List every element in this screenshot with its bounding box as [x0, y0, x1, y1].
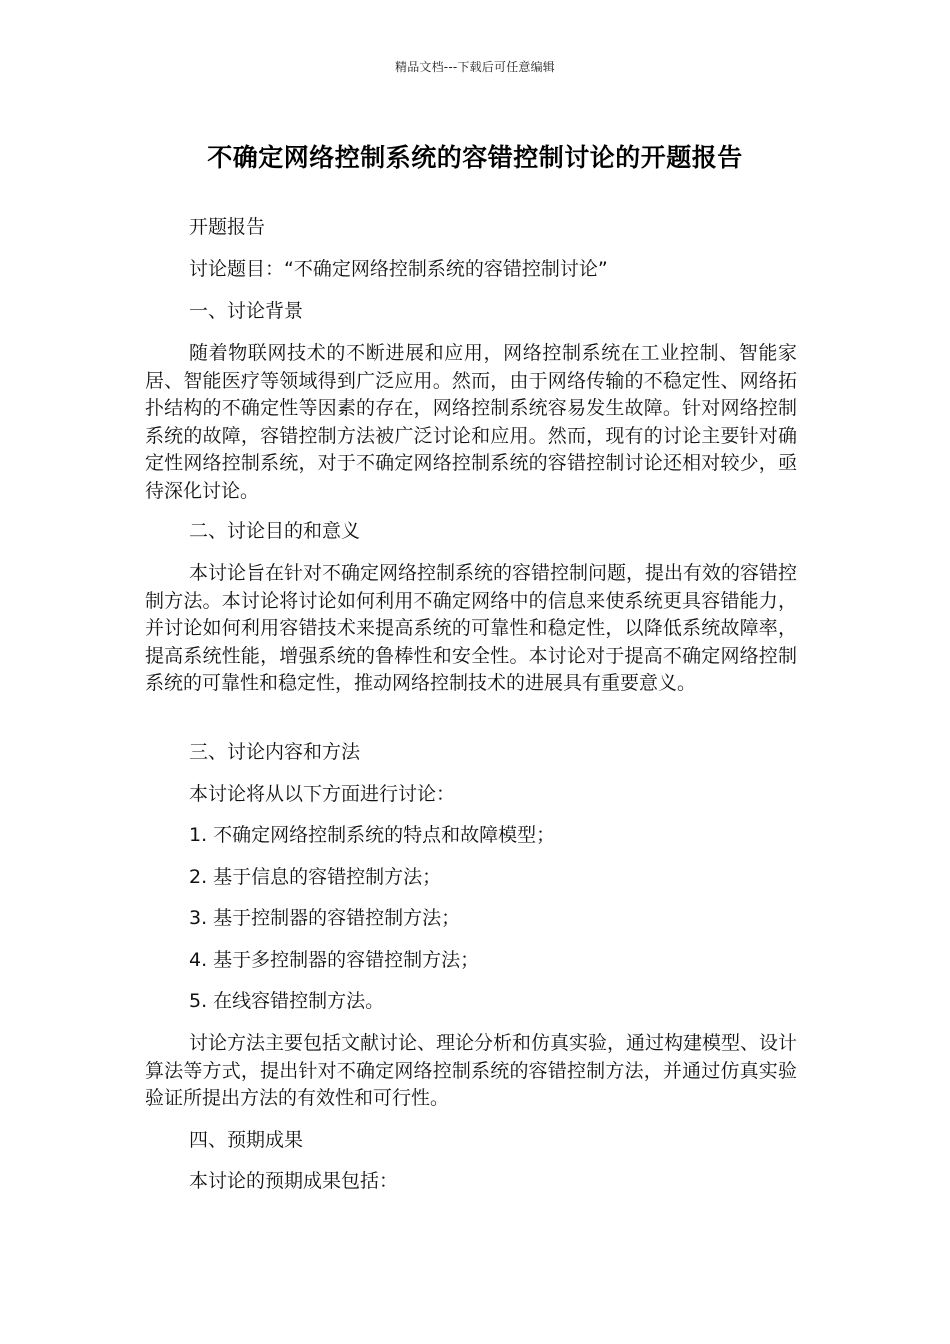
report-label: 开题报告 — [189, 216, 266, 238]
section-1-paragraph: 随着物联网技术的不断进展和应用，网络控制系统在工业控制、智能家居、智能医疗等领域得到广泛应用。然而，由于网络传输的不稳定性、网络拓扑结构的不确定性等因素的存在，网络控制系统容易发生故障。针对网络控制系统的故障，容错控制方法被广泛讨论和应用。然而，现有的讨论主要针对确定性网络控制系统，对于不确定网络控制系统的容错控制讨论还相对较少，亟待深化讨论。 — [145, 342, 797, 502]
list-item: 4. 基于多控制器的容错控制方法； — [189, 949, 480, 971]
section-4-heading: 四、预期成果 — [189, 1129, 304, 1151]
section-1-heading: 一、讨论背景 — [189, 300, 304, 322]
section-4-intro: 本讨论的预期成果包括： — [189, 1170, 399, 1192]
list-item: 1. 不确定网络控制系统的特点和故障模型； — [189, 824, 556, 846]
topic-line: 讨论题目：“不确定网络控制系统的容错控制讨论” — [189, 258, 608, 280]
section-2-heading: 二、讨论目的和意义 — [189, 520, 361, 542]
list-item: 2. 基于信息的容错控制方法； — [189, 866, 442, 888]
list-item: 5. 在线容错控制方法。 — [189, 990, 385, 1012]
section-3-heading: 三、讨论内容和方法 — [189, 741, 361, 763]
section-3-intro: 本讨论将从以下方面进行讨论： — [189, 783, 456, 805]
section-2-paragraph: 本讨论旨在针对不确定网络控制系统的容错控制问题，提出有效的容错控制方法。本讨论将讨论如何利用不确定网络中的信息来使系统更具容错能力，并讨论如何利用容错技术来提高系统的可靠性和稳定性，以降低系统故障率，提高系统性能，增强系统的鲁棒性和安全性。本讨论对于提高不确定网络控制系统的可靠性和稳定性，推动网络控制技术的进展具有重要意义。 — [145, 562, 798, 694]
document-title: 不确定网络控制系统的容错控制讨论的开题报告 — [207, 143, 743, 172]
section-3-method-paragraph: 讨论方法主要包括文献讨论、理论分析和仿真实验，通过构建模型、设计算法等方式，提出针对不确定网络控制系统的容错控制方法，并通过仿真实验验证所提出方法的有效性和可行性。 — [145, 1032, 798, 1109]
list-item: 3. 基于控制器的容错控制方法； — [189, 907, 461, 929]
page-header: 精品文档---下载后可任意编辑 — [395, 60, 555, 74]
